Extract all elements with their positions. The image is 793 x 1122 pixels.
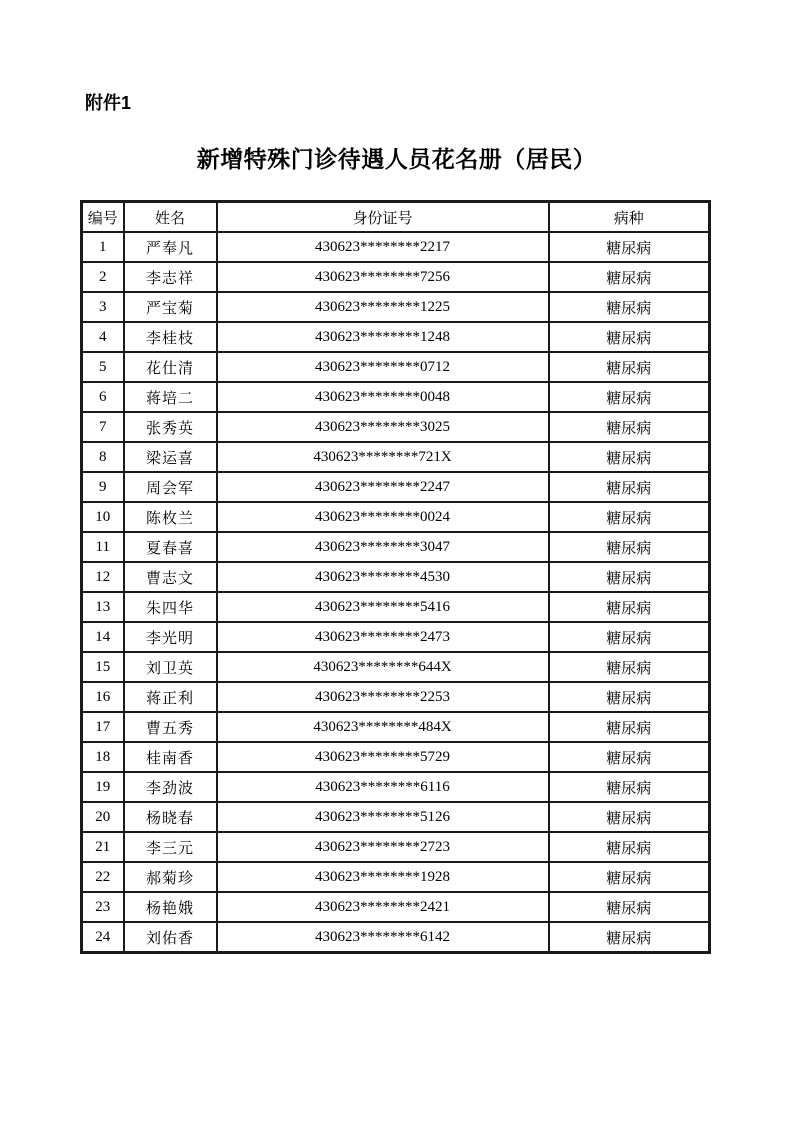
cell-name: 蒋正利 — [124, 682, 217, 712]
cell-id_number: 430623********2723 — [217, 832, 549, 862]
table-row — [82, 472, 710, 502]
cell-no: 23 — [82, 892, 124, 922]
header-id: 身份证号 — [217, 202, 549, 233]
cell-disease: 糖尿病 — [549, 352, 710, 382]
cell-name: 李劲波 — [124, 772, 217, 802]
cell-disease: 糖尿病 — [549, 442, 710, 472]
cell-disease: 糖尿病 — [549, 322, 710, 352]
cell-name: 周会军 — [124, 472, 217, 502]
cell-disease: 糖尿病 — [549, 892, 710, 922]
cell-id_number: 430623********1928 — [217, 862, 549, 892]
table-row — [82, 532, 710, 562]
cell-id_number: 430623********3025 — [217, 412, 549, 442]
cell-no: 22 — [82, 862, 124, 892]
cell-no: 21 — [82, 832, 124, 862]
cell-name: 陈枚兰 — [124, 502, 217, 532]
roster-table — [80, 200, 711, 954]
cell-no: 9 — [82, 472, 124, 502]
cell-name: 花仕清 — [124, 352, 217, 382]
cell-id_number: 430623********484X — [217, 712, 549, 742]
cell-disease: 糖尿病 — [549, 562, 710, 592]
cell-name: 曹五秀 — [124, 712, 217, 742]
cell-id_number: 430623********2247 — [217, 472, 549, 502]
cell-no: 2 — [82, 262, 124, 292]
cell-no: 6 — [82, 382, 124, 412]
cell-disease: 糖尿病 — [549, 532, 710, 562]
cell-disease: 糖尿病 — [549, 772, 710, 802]
cell-name: 李光明 — [124, 622, 217, 652]
table-row — [82, 442, 710, 472]
cell-no: 17 — [82, 712, 124, 742]
cell-id_number: 430623********2421 — [217, 892, 549, 922]
cell-disease: 糖尿病 — [549, 832, 710, 862]
table-row — [82, 742, 710, 772]
cell-no: 19 — [82, 772, 124, 802]
cell-disease: 糖尿病 — [549, 412, 710, 442]
cell-no: 24 — [82, 922, 124, 953]
cell-disease: 糖尿病 — [549, 592, 710, 622]
cell-no: 8 — [82, 442, 124, 472]
cell-disease: 糖尿病 — [549, 382, 710, 412]
table-row — [82, 292, 710, 322]
cell-id_number: 430623********2473 — [217, 622, 549, 652]
table-row — [82, 352, 710, 382]
cell-name: 李志祥 — [124, 262, 217, 292]
cell-id_number: 430623********5126 — [217, 802, 549, 832]
cell-name: 严宝菊 — [124, 292, 217, 322]
cell-name: 夏春喜 — [124, 532, 217, 562]
cell-no: 13 — [82, 592, 124, 622]
table-row — [82, 502, 710, 532]
cell-id_number: 430623********644X — [217, 652, 549, 682]
cell-name: 蒋培二 — [124, 382, 217, 412]
table-row — [82, 922, 710, 953]
cell-name: 杨晓春 — [124, 802, 217, 832]
table-row — [82, 652, 710, 682]
cell-no: 5 — [82, 352, 124, 382]
cell-disease: 糖尿病 — [549, 622, 710, 652]
cell-name: 李桂枝 — [124, 322, 217, 352]
cell-no: 16 — [82, 682, 124, 712]
cell-no: 4 — [82, 322, 124, 352]
cell-disease: 糖尿病 — [549, 712, 710, 742]
header-disease: 病种 — [549, 202, 710, 233]
table-row — [82, 232, 710, 262]
table-row — [82, 772, 710, 802]
table-row — [82, 262, 710, 292]
cell-name: 李三元 — [124, 832, 217, 862]
cell-id_number: 430623********2253 — [217, 682, 549, 712]
cell-disease: 糖尿病 — [549, 682, 710, 712]
cell-id_number: 430623********0712 — [217, 352, 549, 382]
cell-no: 1 — [82, 232, 124, 262]
table-row — [82, 562, 710, 592]
cell-disease: 糖尿病 — [549, 262, 710, 292]
cell-name: 严奉凡 — [124, 232, 217, 262]
cell-disease: 糖尿病 — [549, 232, 710, 262]
cell-disease: 糖尿病 — [549, 922, 710, 953]
table-row — [82, 592, 710, 622]
table-row — [82, 412, 710, 442]
table-row — [82, 682, 710, 712]
table-row — [82, 832, 710, 862]
cell-disease: 糖尿病 — [549, 742, 710, 772]
cell-no: 18 — [82, 742, 124, 772]
cell-disease: 糖尿病 — [549, 472, 710, 502]
cell-no: 14 — [82, 622, 124, 652]
cell-name: 桂南香 — [124, 742, 217, 772]
cell-name: 梁运喜 — [124, 442, 217, 472]
table-row — [82, 802, 710, 832]
cell-id_number: 430623********7256 — [217, 262, 549, 292]
cell-disease: 糖尿病 — [549, 292, 710, 322]
cell-no: 10 — [82, 502, 124, 532]
cell-disease: 糖尿病 — [549, 802, 710, 832]
cell-id_number: 430623********0048 — [217, 382, 549, 412]
cell-no: 15 — [82, 652, 124, 682]
table-row — [82, 892, 710, 922]
cell-name: 郝菊珍 — [124, 862, 217, 892]
table-row — [82, 712, 710, 742]
table-row — [82, 622, 710, 652]
cell-id_number: 430623********0024 — [217, 502, 549, 532]
cell-name: 张秀英 — [124, 412, 217, 442]
cell-name: 刘佑香 — [124, 922, 217, 953]
cell-no: 12 — [82, 562, 124, 592]
cell-name: 曹志文 — [124, 562, 217, 592]
cell-name: 朱四华 — [124, 592, 217, 622]
attachment-label: 附件1 — [85, 93, 132, 113]
header-name: 姓名 — [124, 202, 217, 233]
cell-disease: 糖尿病 — [549, 502, 710, 532]
cell-id_number: 430623********3047 — [217, 532, 549, 562]
cell-name: 刘卫英 — [124, 652, 217, 682]
cell-id_number: 430623********4530 — [217, 562, 549, 592]
table-row — [82, 322, 710, 352]
cell-id_number: 430623********5729 — [217, 742, 549, 772]
page-title: 新增特殊门诊待遇人员花名册（居民） — [196, 147, 597, 172]
cell-id_number: 430623********1248 — [217, 322, 549, 352]
cell-id_number: 430623********1225 — [217, 292, 549, 322]
cell-disease: 糖尿病 — [549, 652, 710, 682]
cell-name: 杨艳娥 — [124, 892, 217, 922]
cell-no: 3 — [82, 292, 124, 322]
cell-no: 7 — [82, 412, 124, 442]
header-row — [82, 202, 710, 233]
cell-id_number: 430623********6142 — [217, 922, 549, 953]
cell-id_number: 430623********5416 — [217, 592, 549, 622]
cell-no: 20 — [82, 802, 124, 832]
table-row — [82, 382, 710, 412]
cell-disease: 糖尿病 — [549, 862, 710, 892]
cell-id_number: 430623********6116 — [217, 772, 549, 802]
cell-id_number: 430623********721X — [217, 442, 549, 472]
table-row — [82, 862, 710, 892]
header-no: 编号 — [82, 202, 124, 233]
cell-id_number: 430623********2217 — [217, 232, 549, 262]
cell-no: 11 — [82, 532, 124, 562]
